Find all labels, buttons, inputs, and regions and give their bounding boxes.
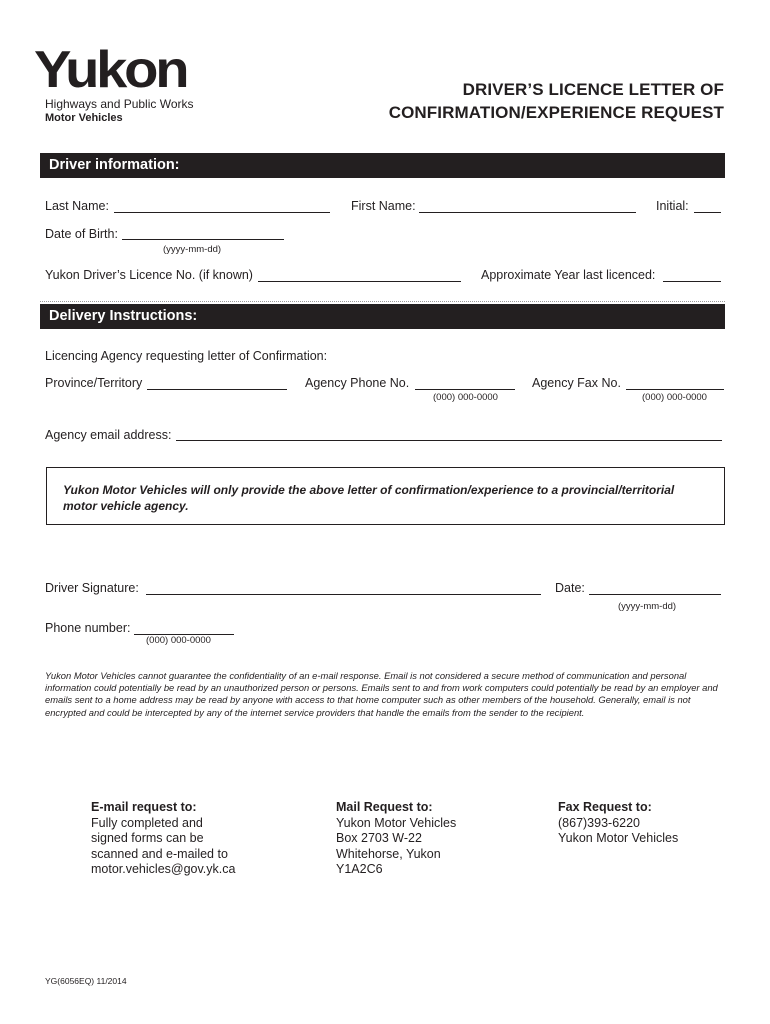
mail-request-line: Whitehorse, Yukon [336, 846, 441, 861]
date-field[interactable] [589, 594, 721, 595]
yukon-logo: Yukon [34, 41, 187, 99]
mail-request-heading: Mail Request to: [336, 800, 433, 814]
province-field[interactable] [147, 389, 287, 390]
licence-field[interactable] [258, 281, 461, 282]
branch-name: Motor Vehicles [45, 112, 123, 124]
agency-notice: Yukon Motor Vehicles will only provide the above letter of confirmation/experience to a provincial/territorial motor vehicle agency. [46, 467, 725, 525]
first-name-field[interactable] [419, 212, 636, 213]
dob-hint: (yyyy-mm-dd) [163, 244, 222, 255]
year-label: Approximate Year last licenced: [481, 268, 656, 282]
fax-request-line: Yukon Motor Vehicles [558, 831, 679, 846]
date-hint: (yyyy-mm-dd) [618, 601, 677, 612]
email-request-heading: E-mail request to: [91, 800, 197, 814]
department-block [45, 98, 194, 125]
email-request-block [91, 800, 235, 878]
phone-number-hint: (000) 000-0000 [146, 635, 211, 646]
date-label: Date: [555, 581, 585, 595]
dob-label: Date of Birth: [45, 227, 118, 241]
last-name-label: Last Name: [45, 199, 109, 213]
mail-request-line: Yukon Motor Vehicles [336, 815, 457, 830]
fax-request-heading: Fax Request to: [558, 800, 652, 814]
first-name-label: First Name: [351, 199, 416, 213]
email-disclaimer: Yukon Motor Vehicles cannot guarantee the confidentiality of an e-mail response. Email is not considered a secure method of communication and personal information could potentially be read by an unauthorized person or persons. Emails sent to and from work computers could potentially be read by an employer and emails sent to a home address may be read by anyone with access to that home computer such as other members of the household. Generally, email is not encrypted and could be intercepted by any of the internet service providers that handle the emails from the sender to the recipient. [45, 670, 718, 718]
initial-label: Initial: [656, 199, 689, 213]
form-code: YG(6056EQ) 11/2014 [45, 976, 127, 986]
page-title [389, 78, 724, 124]
year-field[interactable] [663, 281, 721, 282]
licence-label: Yukon Driver’s Licence No. (if known) [45, 268, 253, 282]
agency-request-label: Licencing Agency requesting letter of Confirmation: [45, 349, 328, 363]
agency-fax-label: Agency Fax No. [532, 376, 621, 390]
agency-phone-field[interactable] [415, 389, 515, 390]
agency-fax-field[interactable] [626, 389, 724, 390]
agency-phone-label: Agency Phone No. [305, 376, 410, 390]
email-request-line: signed forms can be [91, 831, 204, 846]
title-line-2: CONFIRMATION/EXPERIENCE REQUEST [388, 103, 724, 122]
phone-number-label: Phone number: [45, 621, 131, 635]
fax-request-block [558, 800, 678, 847]
delivery-heading: Delivery Instructions: [40, 304, 725, 329]
agency-fax-hint: (000) 000-0000 [642, 392, 707, 403]
agency-phone-hint: (000) 000-0000 [433, 392, 498, 403]
mail-request-line: Y1A2C6 [336, 862, 383, 877]
email-request-line: scanned and e-mailed to [91, 846, 228, 861]
mail-request-block [336, 800, 456, 878]
title-line-1: DRIVER’S LICENCE LETTER OF [462, 80, 724, 99]
agency-email-label: Agency email address: [45, 428, 172, 442]
province-label: Province/Territory [45, 376, 143, 390]
initial-field[interactable] [694, 212, 721, 213]
fax-request-line: (867)393-6220 [558, 815, 641, 830]
signature-field[interactable] [146, 594, 541, 595]
department-name: Highways and Public Works [45, 97, 194, 111]
dob-field[interactable] [122, 239, 284, 240]
section-divider [40, 301, 725, 302]
last-name-field[interactable] [114, 212, 330, 213]
email-address-link[interactable]: motor.vehicles@gov.yk.ca [91, 862, 236, 877]
signature-label: Driver Signature: [45, 581, 139, 595]
driver-info-heading: Driver information: [40, 153, 725, 178]
mail-request-line: Box 2703 W-22 [336, 831, 422, 846]
email-request-line: Fully completed and [91, 815, 203, 830]
agency-email-field[interactable] [176, 440, 722, 441]
